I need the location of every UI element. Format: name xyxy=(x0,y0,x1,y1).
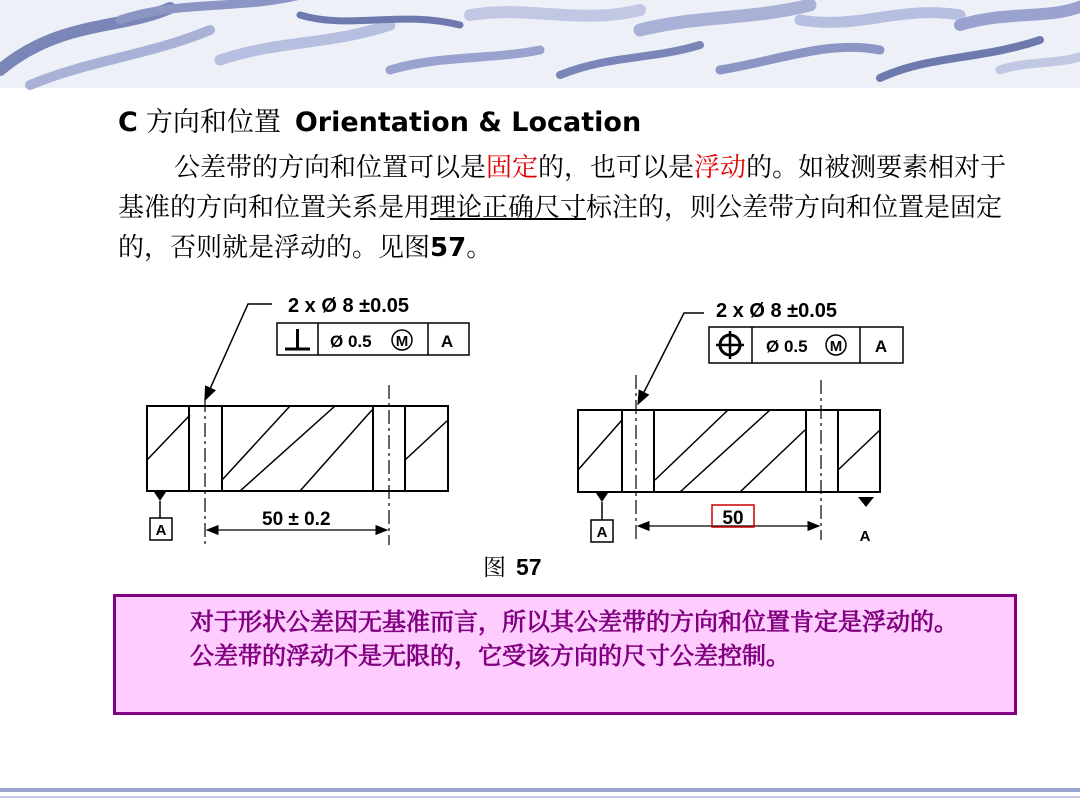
left-fcf-datum: A xyxy=(440,332,454,351)
para-figure-ref: 57 xyxy=(430,233,467,263)
heading-letter: C xyxy=(118,107,138,138)
figure-caption-number: 57 xyxy=(516,554,542,580)
left-dimension: 50 ± 0.2 xyxy=(262,509,331,530)
right-fcf-tolerance: Ø 0.5 xyxy=(766,337,808,356)
right-datum-triangle xyxy=(858,497,874,507)
para-text-2: 的，也可以是 xyxy=(538,153,695,183)
left-hole-callout: 2 x Ø 8 ±0.05 xyxy=(288,295,410,317)
heading-chinese: 方向和位置 xyxy=(145,107,281,138)
figure-caption xyxy=(483,549,542,582)
note-line-1-text: 对于形状公差因无基准而言，所以其公差带的方向和位置肯定是浮动的。 xyxy=(190,608,958,636)
left-fcf-modifier: M xyxy=(395,333,409,350)
left-datum-label: A xyxy=(155,522,167,539)
heading-english: Orientation & Location xyxy=(294,107,642,138)
para-text-5: 。 xyxy=(466,233,493,263)
para-emphasis-fixed: 固定 xyxy=(486,153,539,183)
right-datum-label: A xyxy=(596,524,608,541)
right-datum-label-2: A xyxy=(859,528,871,545)
right-hole-callout: 2 x Ø 8 ±0.05 xyxy=(716,300,838,322)
right-dimension: 50 xyxy=(722,508,744,529)
right-fcf-modifier: M xyxy=(829,338,843,355)
para-text-4: 标注的，则公差带方向和位置是固定的，否则就是浮动的。见图 xyxy=(118,193,1003,263)
para-text-3: 的。如被测要素相对于基准的方向和位置关系是用 xyxy=(118,153,1007,223)
left-fcf-tolerance: Ø 0.5 xyxy=(330,332,372,351)
note-line-2 xyxy=(126,639,1004,673)
note-line-2-text: 公差带的浮动不是无限的，它受该方向的尺寸公差控制。 xyxy=(190,642,790,670)
para-text-1: 公差带的方向和位置可以是 xyxy=(174,153,487,183)
note-box xyxy=(113,594,1017,715)
para-underlined-ted: 理论正确尺寸 xyxy=(430,193,587,223)
figure-caption-label: 图 xyxy=(483,555,506,581)
note-line-1 xyxy=(126,605,1004,639)
right-fcf-datum: A xyxy=(874,337,888,356)
para-emphasis-floating: 浮动 xyxy=(694,153,747,183)
